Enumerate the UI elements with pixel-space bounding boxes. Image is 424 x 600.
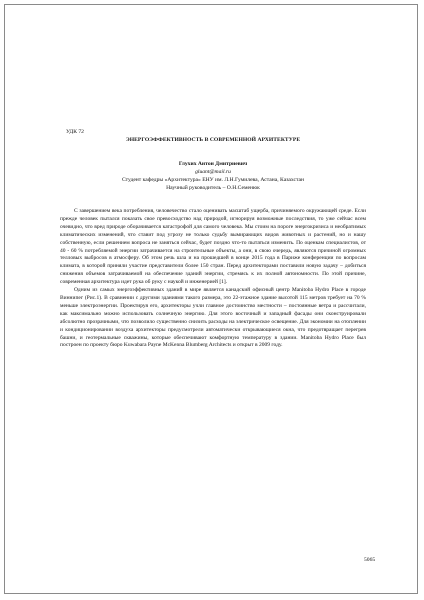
page-number: 5065 [364,557,376,563]
author-email: gluant@mail.ru [195,169,231,175]
author-affiliation: Студент кафедры «Архитектура» ЕНУ им. Л.Н.Гумилева, Астана, Казахстан [122,177,304,183]
scientific-supervisor: Научный руководитель – О.Н.Семенюк [166,185,260,191]
paper-title: ЭНЕРГОЭФФЕКТИВНОСТЬ В СОВРЕМЕННОЙ АРХИТЕКТУРЕ [125,137,301,143]
udk-code: УДК 72 [66,129,84,135]
paragraph-2: Одним из самых энергоэффективных зданий в мире является канадский офисный центр Manitoba Hydro Place в городе Виннипег (Рис.1). В сравнении с другими зданиями такого размера, это 22-этажное здание высотой 115 метров требует на 70 % меньше электроэнергии. Проектируя его, архитекторы учли главное достоинство местности – постоянные ветра и рассчитали, как максимально можно использовать солнечную энергию. Для этого восточный и западный фасады они сконструировали абсолютно прозрачными, что позволило существенно снизить расходы на электрическое освещение. Для экономии на отоплении и кондиционировании воздуха архитекторы предусмотрели автоматически открывающиеся окна, что предотвращает перегрев башни, и геотермальные скважины, которые обеспечивают комфортную температуру в здании. Manitoba Hydro Place был построен по проекту бюро Kuwabara Payne McKenna Blumberg Architects и открыт в 2009 году. [60,287,366,349]
paragraph-1: С завершением века потребления, человечество стало оценивать масштаб ущерба, причиняемого окружающей среде. Если прежде человек пытался показать свое превосходство над природой, игнорируя возможные последствия, то уже сейчас всем очевидно, что вред природе оборачивается катастрофой для самого человека. Мы стоим на пороге энергокризиса и необратимых климатических изменений, что ставит под угрозу не только судьбу вымирающих видов животных и растений, но и нашу собственную, если решением вопроса не заняться сейчас, будет поздно что-то пытаться изменить. По оценкам специалистов, от 40 - 60 % потребляемой энергии затрачивается на строительные объекты, а они, в свою очередь, являются причиной огромных телловых выбросов в атмосферу. Об этом речь шла и на прошедшей в конце 2015 года в Париже конференции по вопросам климата, в которой приняли участие представители более 150 стран. Перед архитекторами поставили новую задачу – добиться снижения объемов затрачиваемой на обеспечение зданий энергии, стремясь к их полной автономности. По этой причине, современная архитектура идет рука об руку с наукой и инженерией [1]. [60,208,366,286]
document-body [60,128,366,350]
author-name: Глухих Антон Дмитриевич [178,161,248,167]
